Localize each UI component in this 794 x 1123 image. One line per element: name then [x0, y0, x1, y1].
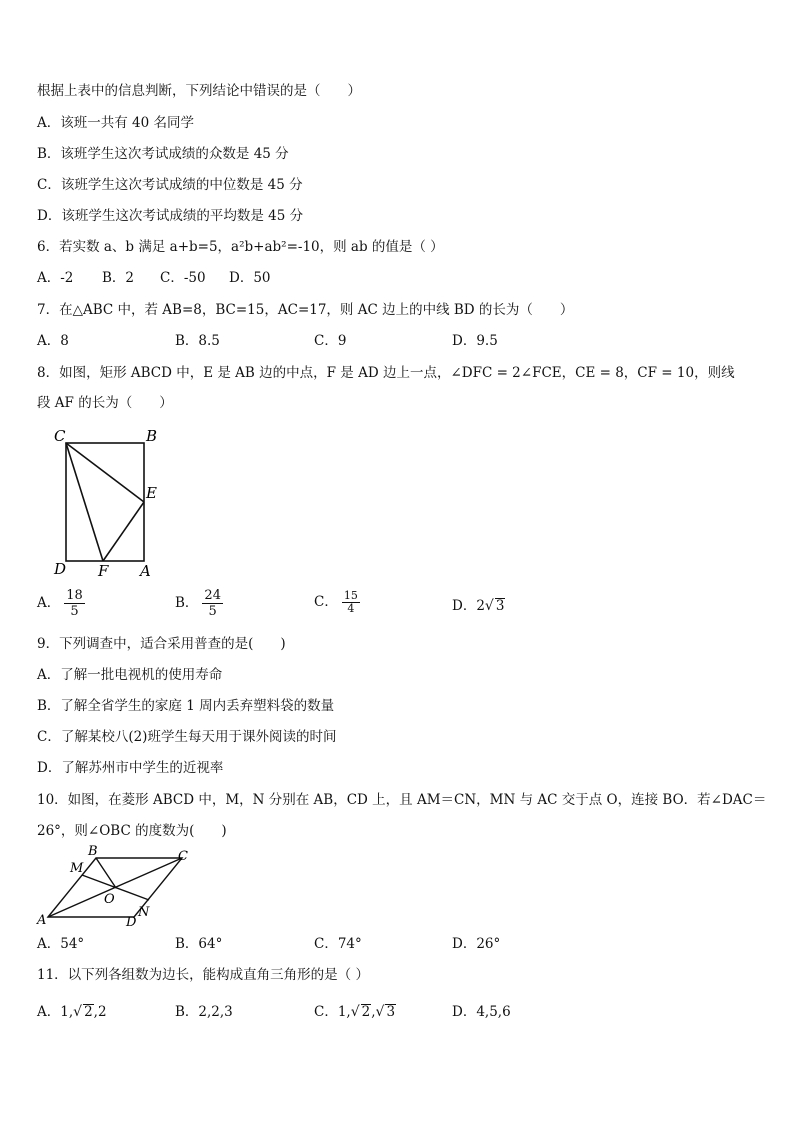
q5-option-a: A．该班一共有 40 名同学 — [37, 115, 195, 131]
q8-option-b: B． $\frac{24}{5}$ — [175, 588, 221, 619]
segment-cf — [66, 443, 103, 561]
q11-option-c: C．1,√ 2,√ 3 — [314, 1004, 396, 1020]
label-m: M — [70, 861, 84, 876]
label-a: A — [37, 913, 47, 928]
q5-stem: 根据上表中的信息判断，下列结论中错误的是（ ） — [37, 83, 361, 99]
q11-stem: 11．以下列各组数为边长，能构成直角三角形的是（ ） — [37, 967, 369, 983]
label-f: F — [98, 562, 109, 580]
q7-stem: 7．在△ABC 中，若 AB=8，BC=15，AC=17，则 AC 边上的中线 BD 的长为（ ） — [37, 302, 574, 318]
label-b: B — [146, 427, 158, 445]
label-o: O — [104, 892, 115, 907]
q6-stem: 6．若实数 a、b 满足 a+b=5，a²b+ab²=-10，则 ab 的值是（ ） — [37, 239, 444, 255]
segment-fe — [103, 502, 144, 561]
q9-option-d: D．了解苏州市中学生的近视率 — [37, 760, 224, 776]
q6-option-c: C．-50 — [160, 270, 206, 286]
q10-option-b: B．64° — [175, 936, 223, 952]
q8-option-a: A． $\frac{18}{5}$ — [37, 588, 83, 619]
segment-ce — [66, 443, 144, 502]
q7-option-a: A．8 — [37, 333, 69, 349]
q10-option-c: C．74° — [314, 936, 362, 952]
q8-option-d: D．2√ 3 — [452, 598, 505, 614]
q5-option-b: B．该班学生这次考试成绩的众数是 45 分 — [37, 146, 289, 162]
q9-option-b: B．了解全省学生的家庭 1 周内丢弃塑料袋的数量 — [37, 698, 335, 714]
q7-option-d: D．9.5 — [452, 333, 498, 349]
label-c: C — [178, 849, 188, 864]
q7-option-c: C．9 — [314, 333, 347, 349]
q8-rectangle-figure — [48, 424, 168, 580]
q11-option-d: D．4,5,6 — [452, 1004, 511, 1020]
rect-abcd — [66, 443, 144, 561]
q5-option-c: C．该班学生这次考试成绩的中位数是 45 分 — [37, 177, 303, 193]
label-a: A — [140, 562, 151, 580]
q10-option-d: D．26° — [452, 936, 501, 952]
q10-rhombus-figure — [34, 842, 204, 930]
q8-stem-line2: 段 AF 的长为（ ） — [37, 395, 173, 411]
q11-option-a: A．1,√ 2,2 — [37, 1004, 107, 1020]
q6-option-b: B．2 — [102, 270, 135, 286]
q10-option-a: A．54° — [37, 936, 85, 952]
q10-stem-line1: 10．如图，在菱形 ABCD 中，M，N 分别在 AB，CD 上，且 AM＝CN，MN 与 AC 交于点 O，连接 BO．若∠DAC＝ — [37, 792, 767, 808]
q6-option-a: A．-2 — [37, 270, 74, 286]
q9-option-c: C．了解某校八(2)班学生每天用于课外阅读的时间 — [37, 729, 337, 745]
label-e: E — [146, 484, 157, 502]
q8-stem-line1: 8．如图，矩形 ABCD 中，E 是 AB 边的中点，F 是 AD 边上一点，∠DFC = 2∠FCE，CE = 8，CF = 10，则线 — [37, 365, 735, 381]
q6-option-d: D．50 — [229, 270, 271, 286]
q9-stem: 9．下列调查中，适合采用普查的是( ) — [37, 636, 286, 652]
label-n: N — [138, 905, 150, 920]
q8-option-c: C． $\frac{15}{4}$ — [314, 589, 358, 615]
label-b: B — [88, 844, 98, 859]
label-c: C — [54, 427, 66, 445]
q10-stem-line2: 26°，则∠OBC 的度数为( ) — [37, 823, 227, 839]
q11-option-b: B．2,2,3 — [175, 1004, 233, 1020]
label-d: D — [126, 915, 137, 930]
q9-option-a: A．了解一批电视机的使用寿命 — [37, 667, 223, 683]
label-d: D — [54, 560, 67, 578]
q7-option-b: B．8.5 — [175, 333, 220, 349]
q5-option-d: D．该班学生这次考试成绩的平均数是 45 分 — [37, 208, 304, 224]
